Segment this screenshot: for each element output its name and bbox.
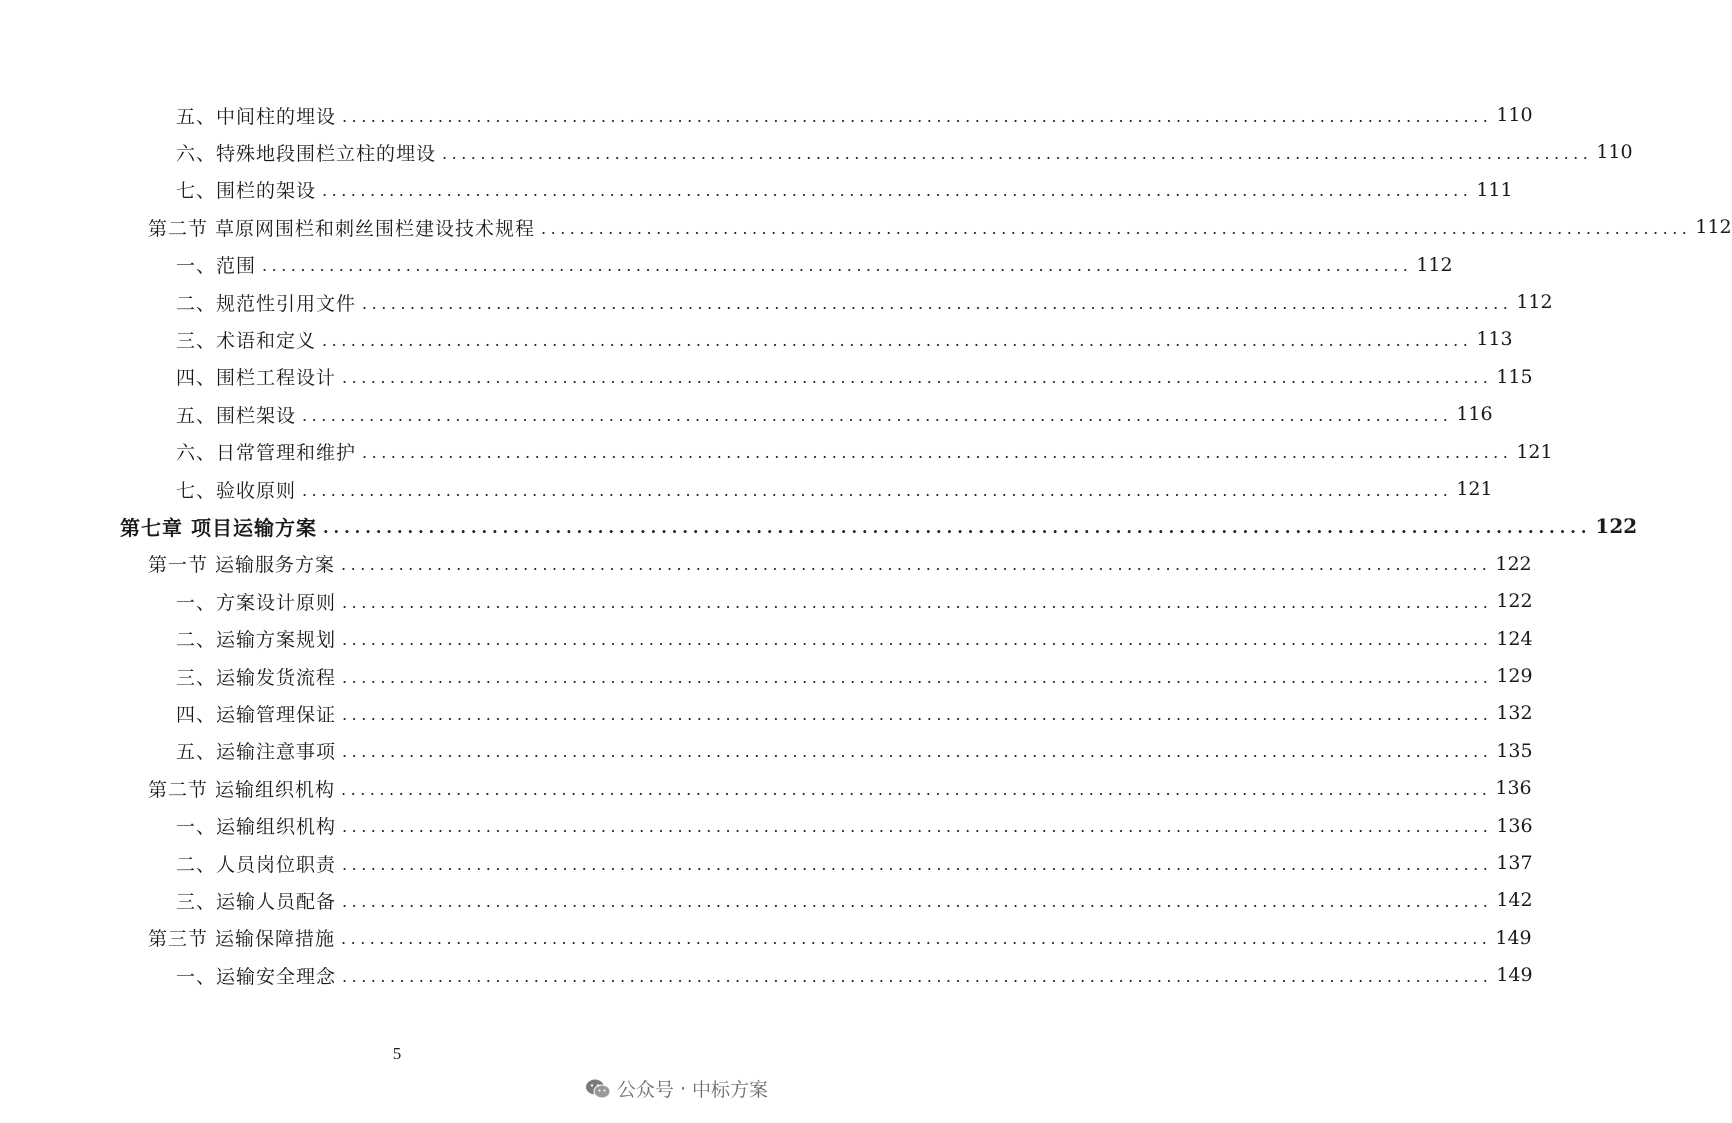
toc-leader-dots: ........................................................................................................................ — [342, 592, 1493, 612]
toc-entry-title: 第七章 项目运输方案 — [120, 515, 317, 540]
toc-entry-title: 二、人员岗位职责 — [176, 853, 337, 876]
toc-entry-page: 112 — [1516, 291, 1553, 313]
toc-entry-title: 二、运输方案规划 — [176, 629, 337, 652]
toc-entry-page: 132 — [1496, 702, 1533, 725]
wechat-icon — [585, 1078, 611, 1100]
toc-item-entry — [176, 661, 1533, 691]
toc-leader-dots: ........................................................................................................................ — [342, 742, 1493, 762]
toc-entry-page: 121 — [1456, 478, 1493, 500]
toc-entry-title: 六、特殊地段围栏立柱的埋设 — [176, 142, 437, 165]
toc-entry-title: 一、运输安全理念 — [176, 965, 337, 988]
toc-entry-title: 二、规范性引用文件 — [176, 292, 357, 315]
toc-item-entry — [176, 624, 1533, 654]
toc-entry-title: 一、范围 — [176, 255, 257, 278]
toc-item-entry — [176, 175, 1513, 205]
watermark — [585, 1075, 768, 1102]
toc-item-entry — [176, 287, 1553, 317]
toc-entry-page: 136 — [1496, 814, 1533, 837]
toc-entry-title: 三、术语和定义 — [176, 329, 317, 352]
toc-leader-dots: ........................................................................................................................ — [342, 630, 1493, 650]
toc-entry-page: 122 — [1496, 590, 1533, 613]
toc-entry-page: 142 — [1496, 889, 1533, 912]
toc-entry-page: 137 — [1496, 852, 1533, 874]
toc-section-entry — [148, 549, 1532, 579]
toc-leader-dots: ........................................................................................................................ — [341, 555, 1492, 575]
toc-leader-dots: ........................................................................................................................ — [262, 256, 1413, 276]
toc-section-entry — [148, 773, 1532, 803]
toc-chapter-entry — [120, 511, 1638, 541]
toc-item-entry — [176, 811, 1533, 841]
toc-item-entry — [176, 250, 1453, 280]
toc-item-entry — [176, 362, 1533, 392]
toc-entry-title: 五、运输注意事项 — [176, 741, 337, 764]
watermark-separator: · — [679, 1077, 686, 1100]
toc-leader-dots: ........................................................................................................................ — [322, 330, 1473, 350]
page-number: 5 — [392, 1044, 402, 1063]
toc-entry-page: 149 — [1496, 964, 1533, 987]
toc-entry-page: 124 — [1496, 627, 1533, 650]
toc-entry-page: 122 — [1495, 552, 1532, 575]
toc-entry-page: 116 — [1456, 403, 1493, 426]
toc-leader-dots: ........................................................................................................................ — [342, 817, 1493, 837]
toc-section-entry — [148, 212, 1732, 242]
toc-item-entry — [176, 885, 1533, 915]
toc-entry-title: 六、日常管理和维护 — [176, 442, 357, 465]
watermark-source: 公众号 — [616, 1079, 674, 1101]
toc-entry-title: 四、运输管理保证 — [176, 703, 337, 726]
toc-entry-title: 三、运输人员配备 — [176, 890, 337, 913]
toc-entry-title: 五、围栏架设 — [176, 404, 297, 427]
toc-entry-title: 第一节 运输服务方案 — [148, 554, 336, 577]
toc-entry-title: 七、围栏的架设 — [176, 180, 317, 203]
toc-entry-title: 五、中间柱的埋设 — [176, 105, 337, 128]
toc-entry-title: 三、运输发货流程 — [176, 666, 337, 689]
toc-leader-dots: ........................................................................................................................ — [322, 517, 1592, 537]
toc-leader-dots: ........................................................................................................................ — [342, 106, 1493, 126]
toc-entry-title: 一、方案设计原则 — [176, 591, 337, 614]
toc-item-entry — [176, 474, 1493, 504]
toc-entry-page: 115 — [1496, 365, 1533, 388]
toc-entry-page: 129 — [1496, 665, 1533, 687]
toc-entry-title: 四、围栏工程设计 — [176, 367, 337, 390]
toc-item-entry — [176, 848, 1533, 878]
toc-leader-dots: ........................................................................................................................ — [342, 854, 1493, 874]
toc-leader-dots: ........................................................................................................................ — [322, 181, 1473, 201]
toc-leader-dots: ........................................................................................................................ — [442, 143, 1593, 163]
toc-entry-page: 121 — [1516, 440, 1553, 463]
toc-entry-page: 135 — [1496, 739, 1533, 762]
toc-entry-title: 第三节 运输保障措施 — [148, 928, 336, 951]
toc-leader-dots: ........................................................................................................................ — [342, 891, 1493, 911]
toc-leader-dots: ........................................................................................................................ — [342, 667, 1493, 687]
toc-entry-page: 111 — [1476, 178, 1513, 201]
toc-entry-page: 112 — [1416, 253, 1453, 276]
toc-item-entry — [176, 960, 1533, 990]
toc-entry-page: 136 — [1495, 777, 1532, 800]
toc-leader-dots: ........................................................................................................................ — [362, 443, 1513, 463]
toc-item-entry — [176, 324, 1513, 354]
toc-leader-dots: ........................................................................................................................ — [342, 368, 1493, 388]
toc-leader-dots: ........................................................................................................................ — [302, 480, 1453, 500]
toc-item-entry — [176, 698, 1533, 728]
watermark-account: 中标方案 — [691, 1079, 768, 1101]
toc-item-entry — [176, 437, 1553, 467]
toc-item-entry — [176, 736, 1533, 766]
toc-leader-dots: ........................................................................................................................ — [341, 779, 1492, 799]
toc-entry-title: 第二节 运输组织机构 — [148, 778, 336, 801]
toc-leader-dots: ........................................................................................................................ — [342, 966, 1493, 986]
toc-entry-title: 一、运输组织机构 — [176, 816, 337, 839]
toc-item-entry — [176, 586, 1533, 616]
toc-item-entry — [176, 137, 1633, 167]
toc-item-entry — [176, 100, 1533, 130]
toc-leader-dots: ........................................................................................................................ — [541, 218, 1692, 238]
toc-leader-dots: ........................................................................................................................ — [362, 293, 1513, 313]
toc-leader-dots: ........................................................................................................................ — [342, 704, 1493, 724]
toc-leader-dots: ........................................................................................................................ — [302, 405, 1453, 425]
toc-entry-page: 110 — [1496, 104, 1533, 126]
toc-entry-page: 122 — [1595, 514, 1638, 539]
toc-section-entry — [148, 923, 1532, 953]
toc-entry-page: 113 — [1476, 328, 1513, 351]
toc-entry-title: 第二节 草原网围栏和刺丝围栏建设技术规程 — [148, 217, 536, 240]
toc-leader-dots: ........................................................................................................................ — [341, 929, 1492, 949]
toc-entry-page: 112 — [1695, 216, 1732, 239]
toc-entry-page: 149 — [1495, 926, 1532, 949]
toc-entry-page: 110 — [1596, 141, 1633, 164]
toc-item-entry — [176, 399, 1493, 429]
toc-entry-title: 七、验收原则 — [176, 479, 297, 502]
